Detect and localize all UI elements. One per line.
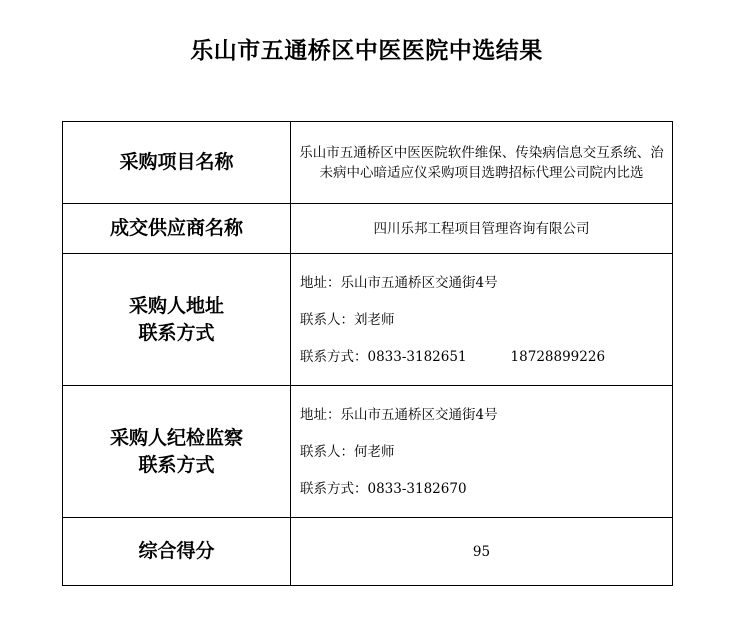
table-row-supervision bbox=[63, 386, 673, 518]
supplier-name-label: 成交供应商名称 bbox=[63, 204, 291, 254]
supervision-contact-label bbox=[63, 386, 291, 518]
supervision-label-line2: 联系方式 bbox=[138, 453, 215, 476]
table-row-score bbox=[63, 518, 673, 586]
supplier-name-value: 四川乐邦工程项目管理咨询有限公司 bbox=[373, 220, 590, 237]
purchaser-contact-block bbox=[291, 274, 672, 366]
project-name-value: 乐山市五通桥区中医医院软件维保、传染病信息交互系统、治未病中心暗适应仪采购项目选聘招标代理公司院内比选 bbox=[299, 144, 664, 181]
purchaser-phone: 联系方式：0833-3182651 bbox=[300, 348, 467, 365]
purchaser-contact-label bbox=[63, 254, 291, 386]
score-label: 综合得分 bbox=[63, 518, 291, 586]
supplier-name-value-cell bbox=[291, 204, 673, 254]
supervision-label-line1: 采购人纪检监察 bbox=[109, 426, 243, 449]
supervision-contact-person: 联系人：何老师 bbox=[300, 443, 395, 460]
table-row-supplier bbox=[63, 204, 673, 254]
supervision-phone: 联系方式：0833-3182670 bbox=[300, 480, 467, 497]
purchaser-contact-person: 联系人：刘老师 bbox=[300, 311, 395, 328]
page-title: 乐山市五通桥区中医医院中选结果 bbox=[190, 37, 543, 64]
project-name-value-cell bbox=[291, 122, 673, 204]
supervision-contact-cell bbox=[291, 386, 673, 518]
purchaser-phone-line bbox=[300, 348, 672, 366]
supervision-address: 地址：乐山市五通桥区交通街4号 bbox=[300, 406, 498, 423]
score-value-cell bbox=[291, 518, 673, 586]
table-row-purchaser bbox=[63, 254, 673, 386]
purchaser-address: 地址：乐山市五通桥区交通街4号 bbox=[300, 274, 498, 291]
table-row-project bbox=[63, 122, 673, 204]
supervision-contact-block bbox=[291, 406, 672, 498]
score-value: 95 bbox=[472, 543, 491, 560]
purchaser-contact-cell bbox=[291, 254, 673, 386]
purchaser-mobile: 18728899226 bbox=[510, 348, 606, 365]
purchaser-label-line2: 联系方式 bbox=[138, 321, 215, 344]
purchaser-label-line1: 采购人地址 bbox=[128, 294, 224, 317]
project-name-label: 采购项目名称 bbox=[63, 122, 291, 204]
result-table bbox=[62, 121, 673, 586]
